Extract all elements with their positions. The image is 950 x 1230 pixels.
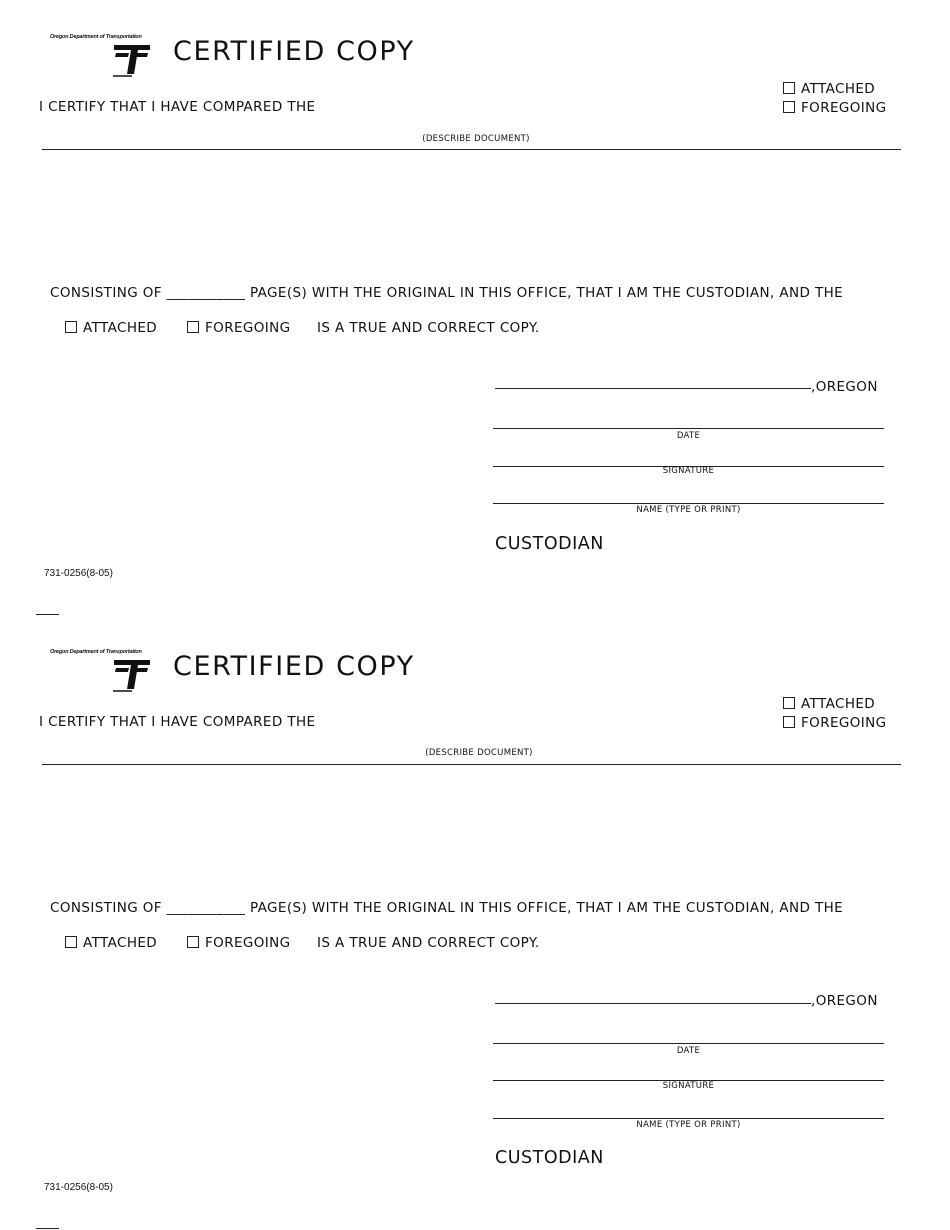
- true-copy-text: IS A TRUE AND CORRECT COPY.: [317, 320, 540, 336]
- top-checkbox-attached: ATTACHED: [783, 696, 875, 712]
- custodian-label: CUSTODIAN: [495, 534, 604, 554]
- agency-name: Oregon Department of Transportation: [50, 34, 142, 40]
- oregon-label: ,OREGON: [811, 379, 878, 395]
- custodian-label: CUSTODIAN: [495, 1148, 604, 1168]
- odot-logo: [50, 34, 158, 78]
- foregoing-checkbox[interactable]: [187, 936, 199, 948]
- foregoing-checkbox[interactable]: [783, 101, 795, 113]
- cut-mark: [36, 1228, 59, 1229]
- bottom-checkbox-foregoing: FOREGOING: [187, 935, 291, 951]
- foregoing-checkbox[interactable]: [187, 321, 199, 333]
- name-line[interactable]: [493, 503, 884, 504]
- describe-document-line[interactable]: [42, 149, 901, 150]
- bottom-checkbox-attached: ATTACHED: [65, 320, 157, 336]
- odot-logo: [50, 649, 158, 693]
- odot-emblem-icon: [112, 656, 152, 692]
- date-caption: DATE: [676, 431, 701, 441]
- name-caption: NAME (TYPE OR PRINT): [636, 1120, 741, 1130]
- certified-copy-form-2: [0, 615, 950, 1230]
- consisting-text: CONSISTING OF ___________ PAGE(S) WITH THE ORIGINAL IN THIS OFFICE, THAT I AM THE CUSTODIAN, AND THE: [50, 900, 844, 916]
- consisting-text: CONSISTING OF ___________ PAGE(S) WITH THE ORIGINAL IN THIS OFFICE, THAT I AM THE CUSTODIAN, AND THE: [50, 285, 844, 301]
- form-number: 731-0256(8-05): [44, 1182, 113, 1193]
- top-checkbox-foregoing: FOREGOING: [783, 100, 887, 116]
- form-title: CERTIFIED COPY: [173, 651, 415, 682]
- date-caption: DATE: [676, 1046, 701, 1056]
- agency-name: Oregon Department of Transportation: [50, 649, 142, 655]
- certify-text: I CERTIFY THAT I HAVE COMPARED THE: [39, 99, 316, 115]
- describe-document-line[interactable]: [42, 764, 901, 765]
- attached-checkbox[interactable]: [65, 936, 77, 948]
- describe-document-caption: (DESCRIBE DOCUMENT): [422, 134, 530, 144]
- signature-caption: SIGNATURE: [662, 466, 715, 476]
- oregon-label: ,OREGON: [811, 993, 878, 1009]
- bottom-checkbox-attached: ATTACHED: [65, 935, 157, 951]
- attached-checkbox[interactable]: [65, 321, 77, 333]
- location-line[interactable]: [495, 388, 811, 389]
- form-number: 731-0256(8-05): [44, 568, 113, 579]
- attached-checkbox[interactable]: [783, 697, 795, 709]
- certify-text: I CERTIFY THAT I HAVE COMPARED THE: [39, 714, 316, 730]
- form-title: CERTIFIED COPY: [173, 36, 415, 67]
- location-line[interactable]: [495, 1003, 811, 1004]
- signature-caption: SIGNATURE: [662, 1081, 715, 1091]
- foregoing-checkbox[interactable]: [783, 716, 795, 728]
- attached-checkbox[interactable]: [783, 82, 795, 94]
- odot-emblem-icon: [112, 41, 152, 77]
- top-checkbox-foregoing: FOREGOING: [783, 715, 887, 731]
- true-copy-text: IS A TRUE AND CORRECT COPY.: [317, 935, 540, 951]
- date-line[interactable]: [493, 1043, 884, 1044]
- date-line[interactable]: [493, 428, 884, 429]
- name-caption: NAME (TYPE OR PRINT): [636, 505, 741, 515]
- top-checkbox-attached: ATTACHED: [783, 81, 875, 97]
- describe-document-caption: (DESCRIBE DOCUMENT): [425, 748, 533, 758]
- bottom-checkbox-foregoing: FOREGOING: [187, 320, 291, 336]
- name-line[interactable]: [493, 1118, 884, 1119]
